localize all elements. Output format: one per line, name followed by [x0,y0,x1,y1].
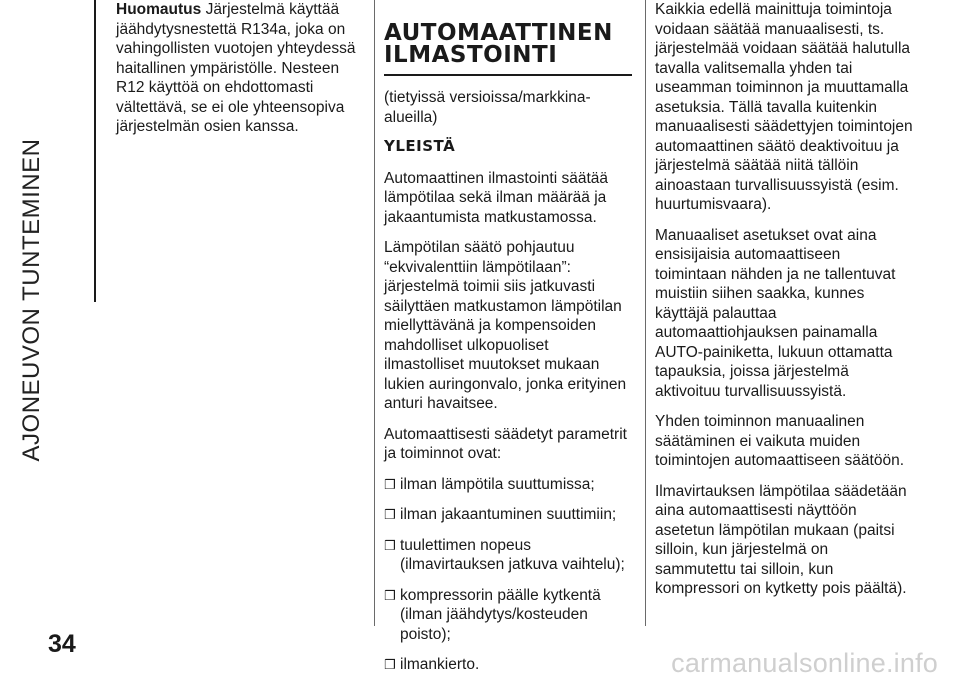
column-divider-1 [374,0,375,626]
chapter-side-title: AJONEUVON TUNTEMINEN [18,138,45,462]
checkbox-bullet-icon: ❒ [384,537,396,553]
list-item-text: kompressorin päälle kytkentä (ilman jäähdytys/kosteuden poisto); [400,586,601,643]
list-item-text: ilman jakaantuminen suuttimiin; [400,506,617,523]
section-heading: AUTOMAATTINEN ILMASTOINTI [384,22,632,76]
list-item-text: ilman lämpötila suuttumissa; [400,475,595,493]
independence-paragraph: Yhden toiminnon manuaalinen säätäminen ei vaikuta muiden toimintojen automaattiseen säätöön. [655,413,905,469]
note-paragraph [116,0,356,137]
section-subnote: (tietyissä versioissa/markkina-alueilla) [384,89,591,126]
parameters-intro-paragraph: Automaattisesti säädetyt parametrit ja toiminnot ovat: [384,425,627,462]
list-item [384,586,632,645]
checkbox-bullet-icon: ❒ [384,657,396,672]
airflow-temperature-paragraph: Ilmavirtauksen lämpötilaa säädetään aina automaattisesti näyttöön asetetun lämpötilan mukaan (paitsi silloin, kun järjestelmä on sammutettu tai silloin, kun kompressori on kytketty pois päältä). [655,482,907,597]
manual-settings-paragraph: Kaikkia edellä mainittuja toimintoja voidaan säätää manuaalisesti, ts. järjestelmää voidaan säätää halutulla tavalla valitsemalla yhden tai useamman toiminnon ja muuttamalla asetuksia. Tällä tavalla kuitenkin manuaalisesti säädettyjen toimintojen automaattinen säätö deaktivoituu ja järjestelmä säätää niitä tällöin ainoastaan turvallisuussyistä (esim. huurtumisvaara). [655,1,913,213]
parameter-list [384,475,632,675]
priority-paragraph: Manuaaliset asetukset ovat aina ensisijaisia automaattiseen toimintaan nähden ja ne tallentuvat muistiin siihen saakka, kunnes käyttäjä palauttaa automaattiohjauksen painamalla AUTO-painiketta, lukuun ottamatta tapauksia, joissa järjestelmä aktivoituu turvallisuussyistä. [655,226,896,400]
list-item [384,475,632,495]
list-item-text: ilmankierto. [400,656,480,673]
intro-paragraph: Automaattinen ilmastointi säätää lämpötilaa sekä ilman määrää ja jakaantumista matkustamossa. [384,169,609,226]
left-column [116,0,356,148]
list-item [384,655,632,675]
list-item [384,505,632,525]
list-item-text: tuulettimen nopeus (ilmavirtauksen jatkuva vaihtelu); [400,536,625,573]
chapter-side-rule [94,0,96,302]
note-text: Järjestelmä käyttää jäähdytysnestettä R134a, joka on vahingollisten vuotojen yhteydessä haitallinen ympäristölle. Nesteen R12 käyttöä on ehdottomasti vältettävä, se ei ole yhteensopiva järjestelmän osien kanssa. [116,1,356,135]
note-label: Huomautus [116,1,202,18]
temperature-paragraph: Lämpötilan säätö pohjautuu “ekvivalenttiin lämpötilaan”: järjestelmä toimii siis jatkuvasti säilyttäen matkustamon lämpötilan miellyttävänä ja kompensoiden mahdolliset ulkopuoliset ilmastolliset muutokset mukaan lukien auringonvalo, jonka erityinen anturi havaitsee. [384,239,627,412]
site-watermark: carmanualsonline.info [671,648,938,678]
checkbox-bullet-icon: ❒ [384,507,396,522]
middle-column [384,0,632,686]
list-item [384,536,632,575]
checkbox-bullet-icon: ❒ [384,587,396,603]
checkbox-bullet-icon: ❒ [384,476,396,492]
page-number: 34 [48,630,76,658]
column-divider-2 [645,0,646,626]
right-column [655,0,913,610]
subsection-heading: YLEISTÄ [384,137,456,155]
